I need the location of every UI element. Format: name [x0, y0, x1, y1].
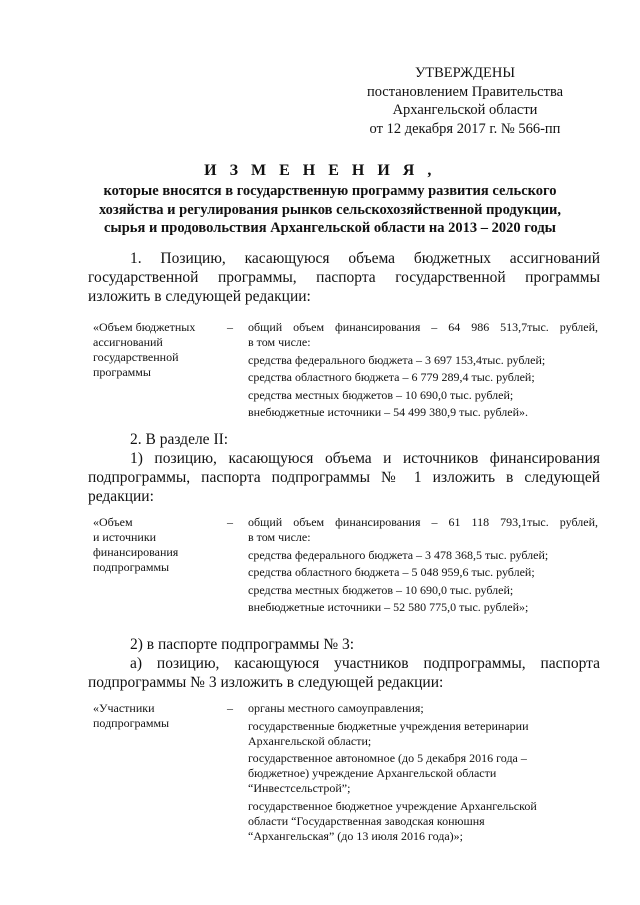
budget-table-2-label — [93, 515, 223, 575]
label-line: «Участники — [93, 701, 155, 715]
paragraph-2-line-1: 1) позицию, касающуюся объема и источников финансирования — [130, 450, 600, 467]
paragraph-3 — [88, 635, 600, 692]
federal-budget: средства федерального бюджета – 3 697 153,4тыс. рублей; — [248, 352, 546, 367]
participants-table — [93, 701, 598, 861]
extrabudgetary: внебюджетные источники – 54 499 380,9 тыс. рублей». — [248, 405, 529, 419]
paragraph-2-line-3: редакции: — [88, 488, 154, 505]
label-line: программы — [93, 365, 151, 379]
label-line: ассигнований — [93, 335, 163, 349]
dash-separator: – — [227, 515, 233, 529]
including: в том числе: — [248, 530, 311, 544]
paragraph-3-line-1: а) позицию, касающуюся участников подпрограммы, паспорта — [130, 655, 600, 672]
label-line: и источники — [93, 530, 157, 544]
participant-line: области “Государственная заводская конюшня — [248, 813, 485, 828]
label-line: «Объем бюджетных — [93, 320, 196, 334]
participant-line: “Архангельская” (до 13 июля 2016 года)»; — [248, 828, 464, 843]
regional-budget: средства областного бюджета – 6 779 289,4 тыс. рублей; — [248, 370, 535, 384]
participant-local-government — [248, 701, 598, 716]
local-budget: средства местных бюджетов – 10 690,0 тыс. рублей; — [248, 582, 514, 597]
participant-line: государственные бюджетные учреждения ветеринарии — [248, 718, 529, 733]
paragraph-1-line-2: государственной программы, паспорта государственной программы — [88, 269, 600, 286]
budget-table-2 — [93, 515, 598, 627]
paragraph-1 — [88, 249, 600, 306]
approved-line-1: постановлением Правительства — [366, 83, 564, 100]
subtitle-line-2: хозяйства и регулирования рынков сельскохозяйственной продукции, — [98, 201, 562, 218]
participant-veterinary — [248, 719, 598, 749]
paragraph-1-line-1: 1. Позицию, касающуюся объема бюджетных ассигнований — [130, 250, 600, 267]
participant-investselstroy — [248, 751, 598, 796]
paragraph-2-line-0: 2. В разделе II: — [130, 431, 229, 448]
paragraph-2-line-2: подпрограммы, паспорта подпрограммы № 1 изложить в следующей — [88, 469, 600, 486]
paragraph-2 — [88, 430, 600, 506]
dash-separator: – — [227, 320, 233, 334]
participant-line: органы местного самоуправления; — [248, 701, 424, 715]
document-subtitle — [60, 182, 600, 238]
dash-separator: – — [227, 701, 233, 715]
regional-budget: средства областного бюджета – 5 048 959,6 тыс. рублей; — [248, 565, 535, 579]
approved-line-2: Архангельской области — [392, 102, 538, 118]
paragraph-1-line-3: изложить в следующей редакции: — [88, 288, 311, 305]
participant-line: государственное автономное (до 5 декабря 2016 года – — [248, 751, 527, 765]
budget-table-2-values — [248, 515, 598, 618]
local-budget: средства местных бюджетов – 10 690,0 тыс. рублей; — [248, 387, 514, 402]
subtitle-line-1: которые вносятся в государственную программу развития сельского — [103, 183, 557, 199]
budget-table-1 — [93, 320, 598, 432]
label-line: государственной — [93, 350, 179, 364]
label-line: подпрограммы — [93, 560, 170, 574]
approval-block — [350, 64, 580, 138]
label-line: подпрограммы — [93, 716, 170, 730]
budget-table-1-values — [248, 320, 598, 423]
label-line: финансирования — [93, 545, 179, 559]
participant-line: государственное бюджетное учреждение Архангельской — [248, 798, 537, 813]
extrabudgetary: внебюджетные источники – 52 580 775,0 тыс. рублей»; — [248, 600, 529, 614]
document-heading: И З М Е Н Е Н И Я , — [204, 162, 436, 179]
participant-line: “Инвестсельстрой”; — [248, 781, 351, 795]
participants-table-values — [248, 701, 598, 846]
participant-stud-farm — [248, 799, 598, 844]
label-line: «Объем — [93, 515, 133, 529]
total-financing: общий объем финансирования – 61 118 793,1тыс. рублей, — [248, 515, 598, 529]
participants-table-label — [93, 701, 223, 731]
budget-table-1-label — [93, 320, 223, 380]
participant-line: бюджетное) учреждение Архангельской области — [248, 766, 497, 780]
paragraph-3-line-2: подпрограммы № 3 изложить в следующей редакции: — [88, 674, 444, 691]
approved-line-3: от 12 декабря 2017 г. № 566-пп — [369, 120, 561, 137]
participant-line: Архангельской области; — [248, 733, 372, 748]
paragraph-3-line-0: 2) в паспорте подпрограммы № 3: — [130, 636, 355, 653]
total-financing: общий объем финансирования – 64 986 513,7тыс. рублей, — [248, 320, 598, 334]
federal-budget: средства федерального бюджета – 3 478 368,5 тыс. рублей; — [248, 547, 549, 562]
subtitle-line-3: сырья и продовольствия Архангельской области на 2013 – 2020 годы — [103, 220, 556, 236]
approved-label: УТВЕРЖДЕНЫ — [414, 65, 516, 81]
including: в том числе: — [248, 335, 311, 349]
